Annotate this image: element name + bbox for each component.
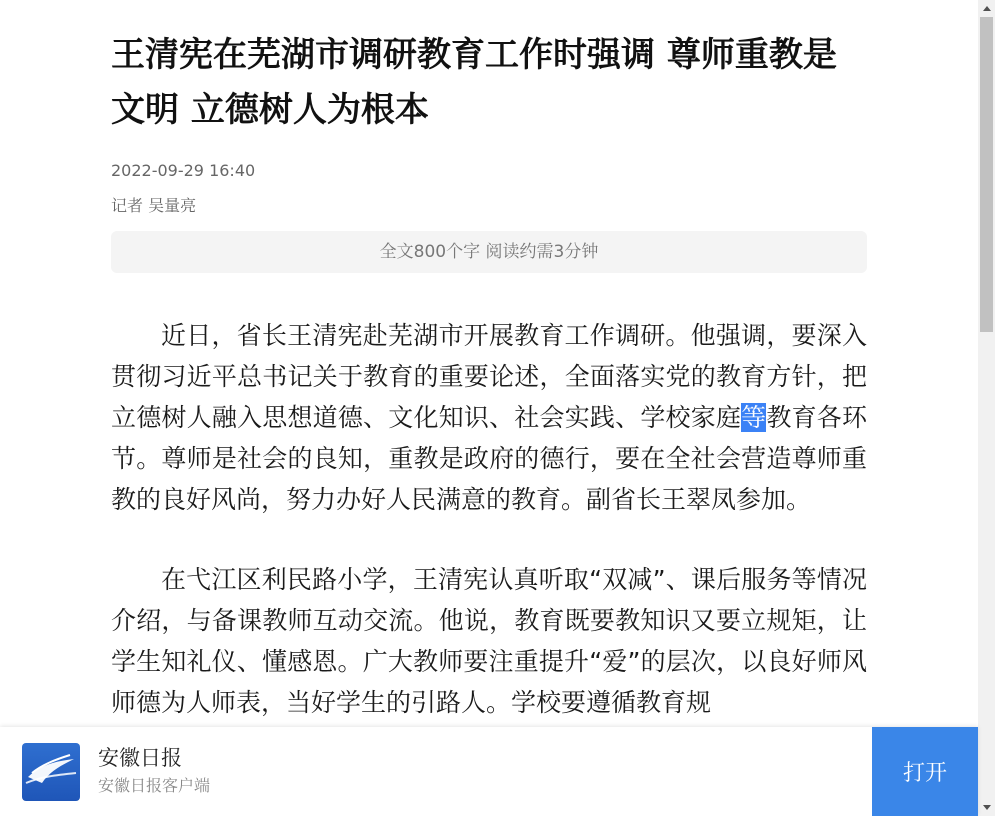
author-byline: 记者 吴量亮 [111, 196, 197, 215]
article [111, 0, 867, 723]
paragraph-text: 近日，省长王清宪赴芜湖市开展教育工作调研。他强调，要深入贯彻习近平总书记关于教育的重要论述，全面落实党的教育方针，把立德树人融入思想道德、文化知识、社会实践、学校家庭 [111, 321, 867, 432]
app-logo-icon [22, 743, 80, 801]
vertical-scrollbar[interactable] [978, 0, 995, 816]
scroll-up-arrow-icon[interactable] [978, 0, 995, 17]
article-title: 王清宪在芜湖市调研教育工作时强调 尊师重教是文明 立德树人为根本 [111, 35, 837, 130]
scrollbar-thumb[interactable] [980, 17, 993, 332]
open-app-button[interactable]: 打开 [872, 727, 978, 816]
app-subtitle: 安徽日报客户端 [98, 776, 211, 795]
app-download-banner [0, 727, 978, 816]
paragraph-text: 教育各环节。尊师是社会的良知，重教是政府的德行，要在全社会营造尊师重教的良好风尚，努力办好人民满意的教育。副省长王翠凤参加。 [111, 403, 867, 514]
scroll-down-arrow-icon[interactable] [978, 799, 995, 816]
article-paragraph: 在弋江区利民路小学，王清宪认真听取“双减”、课后服务等情况介绍，与备课教师互动交流。他说，教育既要教知识又要立规矩，让学生知礼仪、懂感恩。广大教师要注重提升“爱”的层次，以良好师风师德为人师表，当好学生的引路人。学校要遵循教育规 [111, 565, 867, 717]
read-time-info: 全文800个字 阅读约需3分钟 [111, 231, 867, 273]
selected-text: 等 [741, 403, 767, 432]
article-paragraph [111, 315, 867, 520]
app-name: 安徽日报 [98, 746, 182, 770]
publish-date: 2022-09-29 16:40 [111, 161, 256, 180]
